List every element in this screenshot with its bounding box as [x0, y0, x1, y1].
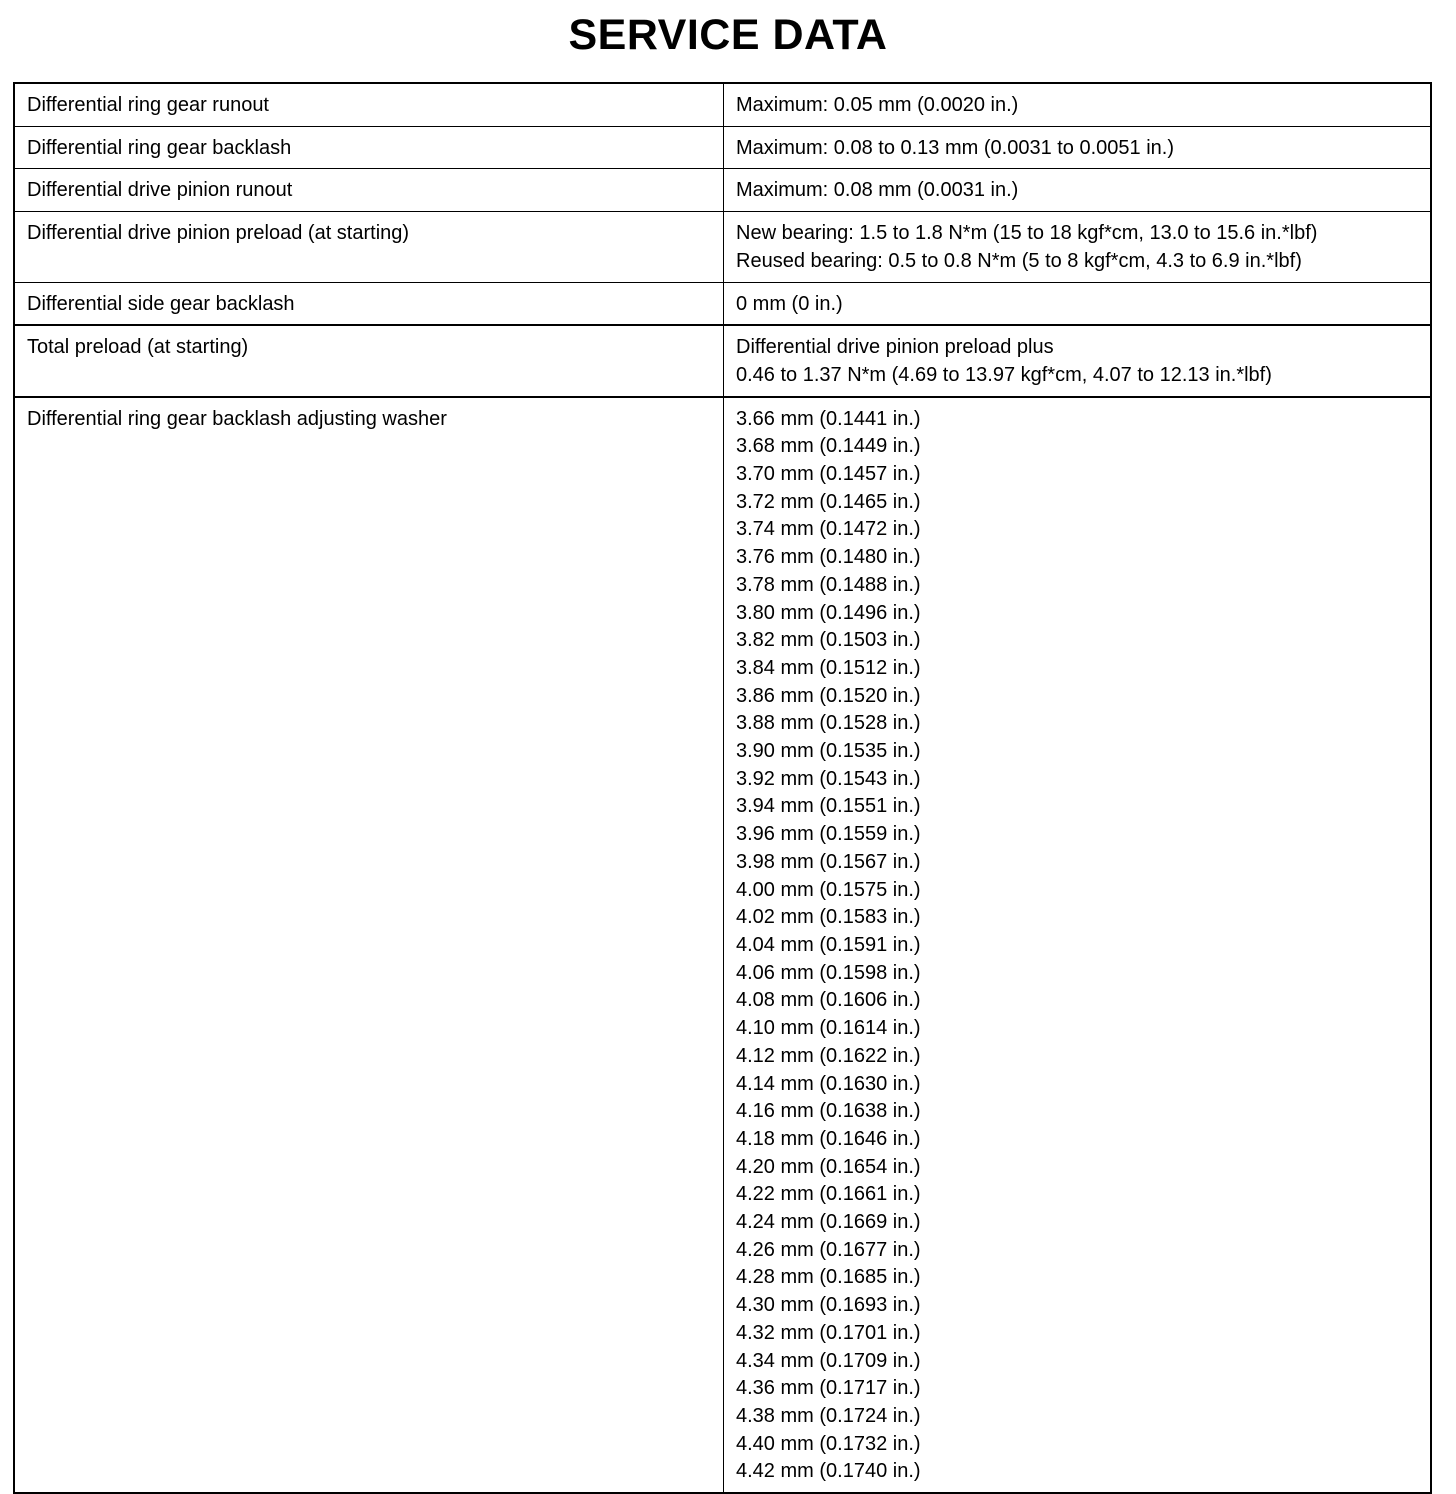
item-cell: Total preload (at starting) [15, 326, 724, 395]
spec-line: 3.66 mm (0.1441 in.) [736, 407, 921, 430]
spec-line: 3.84 mm (0.1512 in.) [736, 656, 921, 679]
spec-line: Differential drive pinion preload plus [736, 336, 1054, 359]
item-cell: Differential drive pinion runout [15, 169, 724, 211]
spec-line: 3.94 mm (0.1551 in.) [736, 795, 921, 818]
spec-line: 4.00 mm (0.1575 in.) [736, 878, 921, 901]
spec-line: 4.38 mm (0.1724 in.) [736, 1404, 921, 1427]
spec-cell [724, 169, 1430, 211]
spec-line: 3.72 mm (0.1465 in.) [736, 490, 921, 513]
spec-line: 4.30 mm (0.1693 in.) [736, 1294, 921, 1317]
spec-line: 3.68 mm (0.1449 in.) [736, 435, 921, 458]
table-row [15, 126, 1430, 169]
table-row [15, 211, 1430, 281]
spec-line: Maximum: 0.08 to 0.13 mm (0.0031 to 0.0051 in.) [736, 136, 1174, 159]
spec-line: 3.76 mm (0.1480 in.) [736, 546, 921, 569]
spec-line: 4.18 mm (0.1646 in.) [736, 1127, 921, 1150]
spec-line: 4.04 mm (0.1591 in.) [736, 933, 921, 956]
spec-line: 3.80 mm (0.1496 in.) [736, 601, 921, 624]
spec-line: 3.86 mm (0.1520 in.) [736, 684, 921, 707]
spec-line: New bearing: 1.5 to 1.8 N*m (15 to 18 kgf*cm, 13.0 to 15.6 in.*lbf) [736, 222, 1318, 245]
table-row [15, 324, 1430, 395]
spec-line: 3.90 mm (0.1535 in.) [736, 740, 921, 763]
spec-line: 3.78 mm (0.1488 in.) [736, 573, 921, 596]
spec-line: 4.32 mm (0.1701 in.) [736, 1321, 921, 1344]
spec-line: 4.16 mm (0.1638 in.) [736, 1100, 921, 1123]
spec-line: 4.24 mm (0.1669 in.) [736, 1211, 921, 1234]
item-cell: Differential ring gear backlash [15, 127, 724, 169]
spec-cell [724, 127, 1430, 169]
spec-line: 4.10 mm (0.1614 in.) [736, 1017, 921, 1040]
spec-line: 4.08 mm (0.1606 in.) [736, 989, 921, 1012]
spec-line: 3.98 mm (0.1567 in.) [736, 850, 921, 873]
spec-line: 4.26 mm (0.1677 in.) [736, 1238, 921, 1261]
spec-line: 3.82 mm (0.1503 in.) [736, 629, 921, 652]
spec-line: 4.28 mm (0.1685 in.) [736, 1266, 921, 1289]
spec-cell [724, 84, 1430, 126]
item-cell: Differential ring gear runout [15, 84, 724, 126]
service-data-table [13, 82, 1432, 1494]
spec-line: 0.46 to 1.37 N*m (4.69 to 13.97 kgf*cm, 4.07 to 12.13 in.*lbf) [736, 363, 1272, 386]
spec-line: 3.96 mm (0.1559 in.) [736, 823, 921, 846]
spec-line: 4.20 mm (0.1654 in.) [736, 1155, 921, 1178]
spec-line: 4.02 mm (0.1583 in.) [736, 906, 921, 929]
spec-line: 4.22 mm (0.1661 in.) [736, 1183, 921, 1206]
spec-line: Maximum: 0.08 mm (0.0031 in.) [736, 179, 1019, 202]
spec-line: 3.88 mm (0.1528 in.) [736, 712, 921, 735]
spec-line: 4.12 mm (0.1622 in.) [736, 1044, 921, 1067]
spec-cell [724, 212, 1430, 281]
spec-line: 4.06 mm (0.1598 in.) [736, 961, 921, 984]
spec-line: 4.36 mm (0.1717 in.) [736, 1377, 921, 1400]
spec-cell [724, 283, 1430, 325]
spec-line: 4.34 mm (0.1709 in.) [736, 1349, 921, 1372]
spec-line: 3.74 mm (0.1472 in.) [736, 518, 921, 541]
spec-line: 4.42 mm (0.1740 in.) [736, 1460, 921, 1483]
spec-line: 4.14 mm (0.1630 in.) [736, 1072, 921, 1095]
spec-cell [724, 398, 1430, 1492]
item-cell: Differential ring gear backlash adjusting washer [15, 398, 724, 1492]
table-row [15, 168, 1430, 211]
table-row [15, 396, 1430, 1492]
spec-line: Maximum: 0.05 mm (0.0020 in.) [736, 94, 1019, 116]
table-row [15, 84, 1430, 126]
page-title: SERVICE DATA [568, 11, 888, 59]
spec-line: Reused bearing: 0.5 to 0.8 N*m (5 to 8 kgf*cm, 4.3 to 6.9 in.*lbf) [736, 249, 1302, 272]
spec-line: 3.70 mm (0.1457 in.) [736, 463, 921, 486]
spec-line: 0 mm (0 in.) [736, 292, 843, 315]
spec-line: 3.92 mm (0.1543 in.) [736, 767, 921, 790]
spec-cell [724, 326, 1430, 395]
spec-line: 4.40 mm (0.1732 in.) [736, 1432, 921, 1455]
item-cell: Differential drive pinion preload (at starting) [15, 212, 724, 281]
table-row [15, 282, 1430, 325]
item-cell: Differential side gear backlash [15, 283, 724, 325]
